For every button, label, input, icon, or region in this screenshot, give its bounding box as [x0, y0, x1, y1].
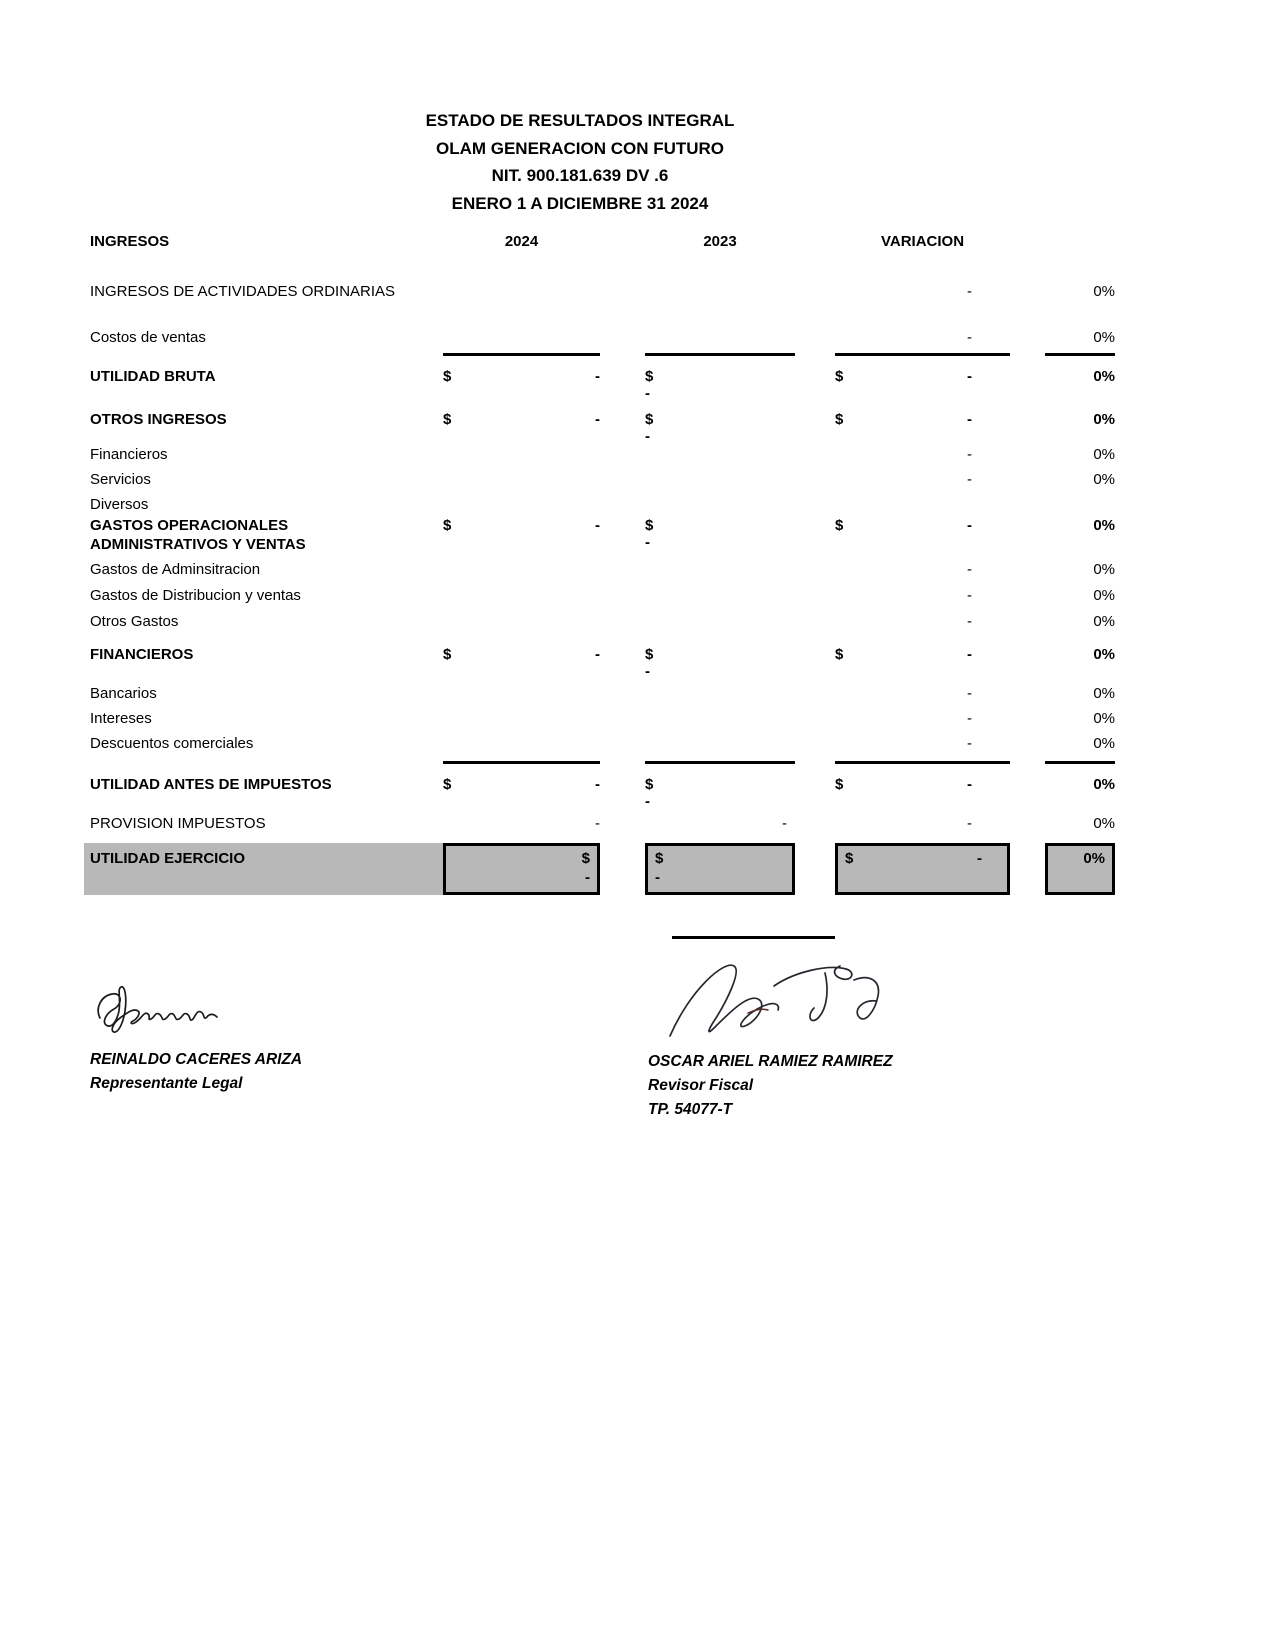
variation-value: -: [967, 587, 972, 604]
percent-value: 0%: [1093, 517, 1115, 534]
percent-value: 0%: [1045, 353, 1115, 386]
row-label: Bancarios: [90, 685, 157, 702]
row-label-line1: GASTOS OPERACIONALES: [90, 517, 289, 534]
signatory-license: TP. 54077-T: [648, 1101, 733, 1118]
row-label: Costos de ventas: [90, 329, 206, 346]
percent-value: 0%: [1093, 710, 1115, 727]
total-box-percent: [1045, 843, 1115, 895]
row-label: OTROS INGRESOS: [90, 411, 227, 428]
row-label: Otros Gastos: [90, 613, 179, 630]
total-box-variacion: [835, 843, 1010, 895]
totals-underline: [672, 936, 835, 939]
currency-symbol: $: [835, 368, 844, 385]
variation-value: -: [967, 646, 972, 663]
currency-symbol: $: [581, 850, 590, 867]
amount-value: -: [595, 411, 600, 428]
column-header-2024: 2024: [504, 233, 539, 250]
signatory-block-left: [90, 1048, 302, 1096]
currency-symbol: $: [645, 646, 654, 663]
row-label: Diversos: [90, 496, 149, 513]
signatory-name: REINALDO CACERES ARIZA: [90, 1051, 303, 1068]
column-header-variacion: VARIACION: [880, 233, 965, 250]
variation-value: -: [967, 710, 972, 727]
row-label: UTILIDAD ANTES DE IMPUESTOS: [90, 776, 332, 793]
variation-value: -: [967, 685, 972, 702]
table-row: [90, 734, 1120, 753]
percent-value: 0%: [1093, 561, 1115, 578]
table-row: [90, 282, 1120, 301]
row-label: [90, 516, 443, 554]
column-header-ingresos: INGRESOS: [90, 233, 170, 250]
variation-value: -: [967, 815, 972, 832]
currency-symbol: $: [835, 411, 844, 428]
percent-value: 0%: [1083, 850, 1105, 867]
amount-value: -: [595, 517, 600, 534]
currency-symbol: $: [845, 850, 854, 867]
percent-value: 0%: [1093, 329, 1115, 346]
currency-symbol: $: [835, 517, 844, 534]
row-label: UTILIDAD EJERCICIO: [84, 843, 443, 895]
row-label: Intereses: [90, 710, 152, 727]
table-row: [90, 353, 1120, 402]
company-name: OLAM GENERACION CON FUTURO: [435, 138, 725, 158]
row-label: Financieros: [90, 446, 168, 463]
variation-value: -: [967, 283, 972, 300]
percent-value: 0%: [1093, 613, 1115, 630]
row-label: Servicios: [90, 471, 151, 488]
currency-symbol: $: [443, 776, 452, 793]
currency-symbol: $: [443, 517, 452, 534]
table-row: [90, 495, 1120, 514]
variation-value: -: [967, 411, 972, 428]
currency-symbol: $: [835, 776, 844, 793]
signatory-name: OSCAR ARIEL RAMIEZ RAMIREZ: [648, 1053, 893, 1070]
amount-value: -: [645, 793, 650, 810]
percent-value: 0%: [1093, 685, 1115, 702]
variation-value: -: [977, 850, 982, 867]
variation-value: -: [967, 446, 972, 463]
table-row: [90, 612, 1120, 631]
table-row: [90, 328, 1120, 347]
amount-value: -: [595, 815, 600, 832]
row-label: PROVISION IMPUESTOS: [90, 815, 266, 832]
variation-value: -: [967, 735, 972, 752]
period-line: ENERO 1 A DICIEMBRE 31 2024: [451, 193, 709, 213]
variation-value: -: [967, 368, 972, 385]
amount-value: -: [645, 663, 650, 680]
table-row: [90, 761, 1120, 810]
amount-value: -: [595, 368, 600, 385]
signatory-role: Representante Legal: [90, 1075, 243, 1092]
currency-symbol: $: [443, 411, 452, 428]
amount-value: -: [595, 646, 600, 663]
currency-symbol: $: [835, 646, 844, 663]
amount-value: -: [782, 815, 787, 832]
amount-value: -: [645, 534, 650, 551]
variation-value: -: [967, 471, 972, 488]
currency-symbol: $: [645, 517, 654, 534]
amount-value: -: [645, 385, 650, 402]
percent-value: 0%: [1093, 471, 1115, 488]
row-label: INGRESOS DE ACTIVIDADES ORDINARIAS: [90, 283, 396, 300]
amount-value: -: [585, 869, 590, 886]
table-header-row: [90, 232, 1120, 251]
table-row: [90, 709, 1120, 728]
amount-value: -: [655, 869, 660, 886]
title-block: [0, 107, 1160, 217]
amount-value: -: [645, 428, 650, 445]
variation-value: -: [967, 776, 972, 793]
percent-value: 0%: [1093, 646, 1115, 663]
signatory-role: Revisor Fiscal: [648, 1077, 754, 1094]
percent-value: 0%: [1093, 735, 1115, 752]
signatory-block-right: [648, 1050, 893, 1122]
table-row: [90, 684, 1120, 703]
amount-value: -: [595, 776, 600, 793]
row-label: Gastos de Adminsitracion: [90, 561, 261, 578]
row-label: FINANCIEROS: [90, 646, 194, 663]
table-row: [90, 645, 1120, 680]
table-row: [90, 814, 1120, 833]
signature-scribble-right: [662, 950, 907, 1055]
currency-symbol: $: [655, 850, 664, 867]
currency-symbol: $: [443, 368, 452, 385]
column-header-2023: 2023: [703, 233, 737, 250]
row-label: UTILIDAD BRUTA: [90, 368, 216, 385]
variation-value: -: [967, 561, 972, 578]
percent-value: 0%: [1093, 815, 1115, 832]
table-row-total: [90, 843, 1120, 895]
variation-value: -: [967, 517, 972, 534]
percent-value: 0%: [1093, 411, 1115, 428]
row-label: Descuentos comerciales: [90, 735, 254, 752]
percent-value: 0%: [1045, 761, 1115, 794]
table-row: [90, 410, 1120, 445]
table-row: [90, 470, 1120, 489]
table-row: [90, 445, 1120, 464]
variation-value: -: [967, 613, 972, 630]
total-box-2024: [443, 843, 600, 895]
signature-scribble-left: [92, 978, 227, 1045]
percent-value: 0%: [1093, 446, 1115, 463]
row-label-line2: ADMINISTRATIVOS Y VENTAS: [90, 536, 306, 553]
currency-symbol: $: [645, 368, 654, 385]
table-row: [90, 516, 1120, 554]
currency-symbol: $: [645, 776, 654, 793]
total-box-2023: [645, 843, 795, 895]
percent-value: 0%: [1093, 283, 1115, 300]
table-row: [90, 586, 1120, 605]
currency-symbol: $: [645, 411, 654, 428]
income-statement-table: [90, 232, 1120, 895]
nit-line: NIT. 900.181.639 DV .6: [491, 166, 669, 185]
table-row: [90, 560, 1120, 579]
percent-value: 0%: [1093, 587, 1115, 604]
variation-value: -: [967, 329, 972, 346]
page-title: ESTADO DE RESULTADOS INTEGRAL: [425, 111, 735, 130]
row-label: Gastos de Distribucion y ventas: [90, 587, 301, 604]
currency-symbol: $: [443, 646, 452, 663]
